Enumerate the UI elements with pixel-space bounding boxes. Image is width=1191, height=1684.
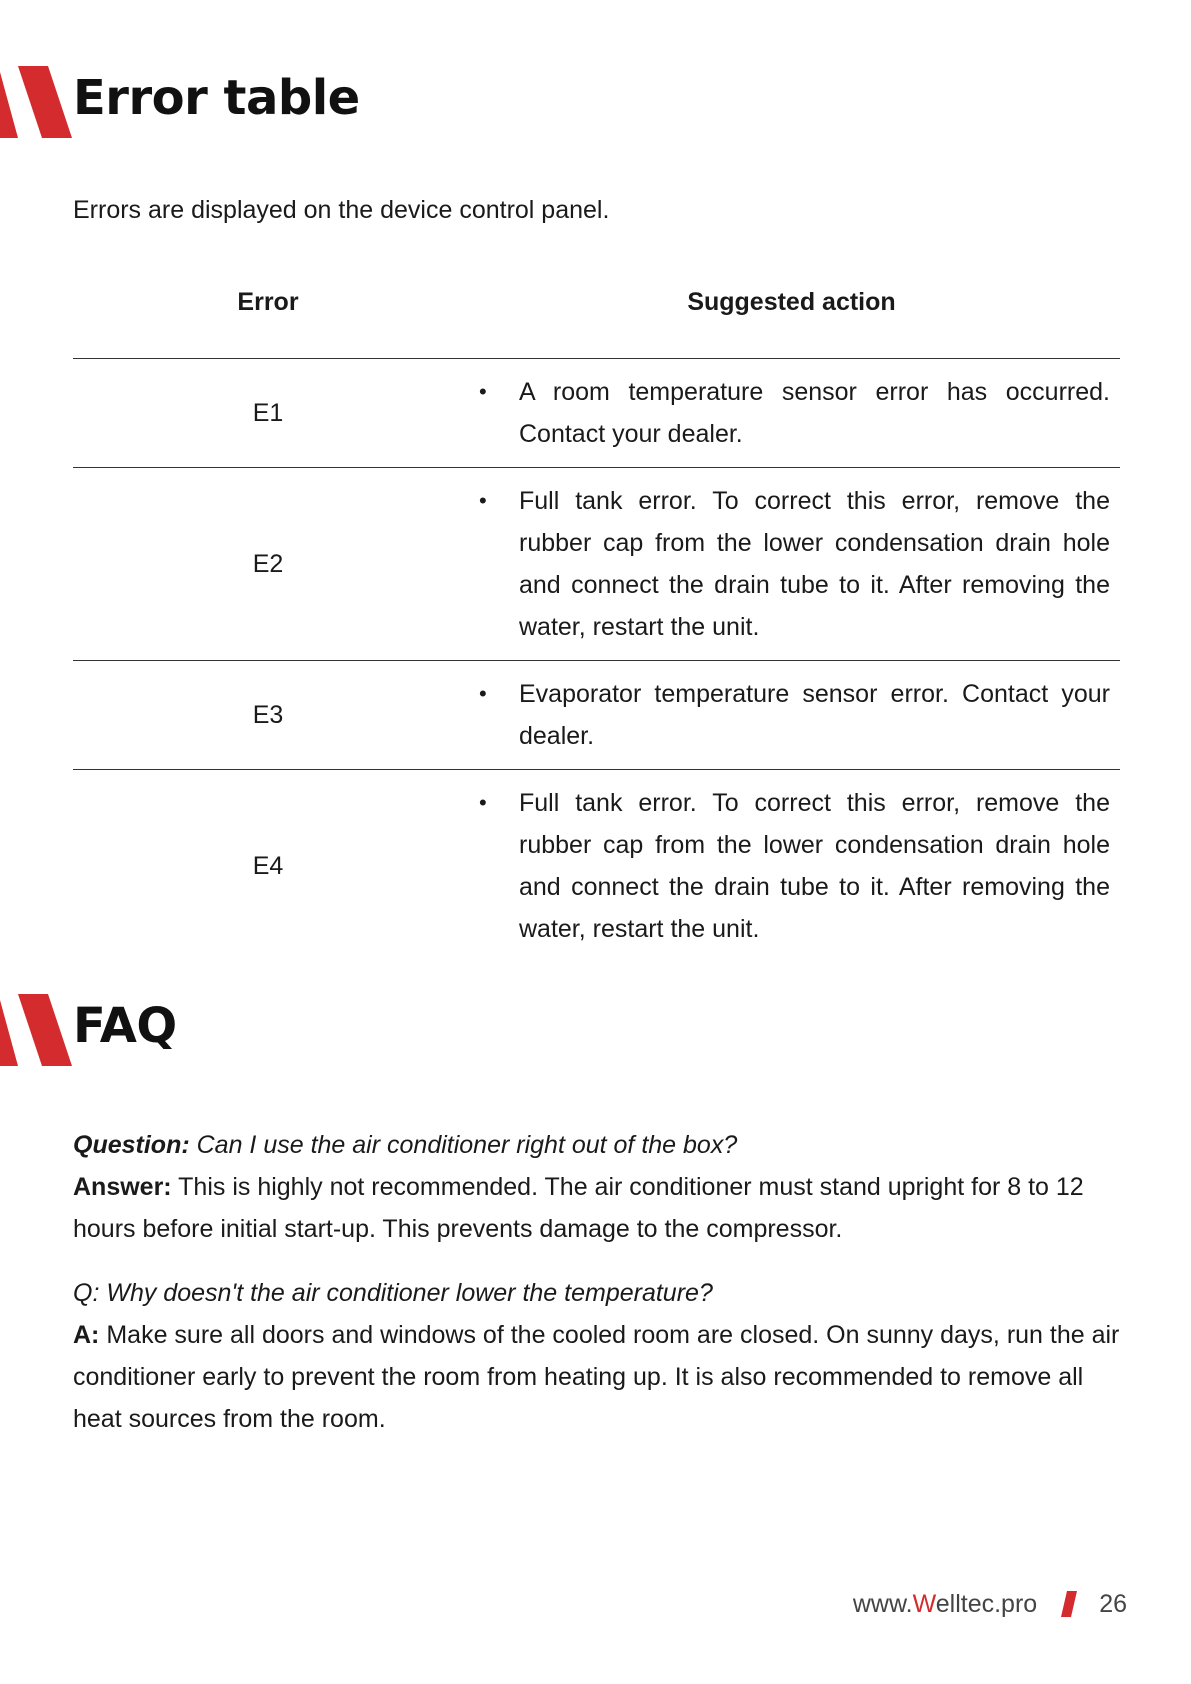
website-link[interactable]	[853, 1590, 1037, 1619]
faq-heading	[0, 994, 700, 1074]
error-action-text: Evaporator temperature sensor error. Contact your dealer.	[519, 680, 1110, 750]
column-header-action: Suggested action	[463, 262, 1120, 359]
error-action-cell	[463, 359, 1120, 468]
question-text: Can I use the air conditioner right out of the box?	[196, 1131, 738, 1159]
error-action-text: Full tank error. To correct this error, remove the rubber cap from the lower condensation drain hole and connect the drain tube to it. After removing the water, restart the unit.	[519, 789, 1110, 943]
error-intro-text: Errors are displayed on the device control panel.	[73, 196, 610, 224]
error-action-cell	[463, 770, 1120, 963]
faq-question	[73, 1272, 1131, 1314]
bullet-icon: •	[479, 488, 487, 513]
faq-item	[73, 1272, 1131, 1440]
section-accent-icon	[0, 994, 72, 1066]
answer-label: A:	[73, 1321, 100, 1349]
error-table-heading	[0, 66, 700, 146]
table-row	[73, 661, 1120, 770]
slash-accent-icon	[1061, 1591, 1077, 1617]
faq-item	[73, 1124, 1131, 1250]
faq-answer	[73, 1314, 1131, 1440]
section-accent-icon	[0, 66, 72, 138]
question-text: Why doesn't the air conditioner lower the temperature?	[106, 1279, 713, 1307]
faq-question	[73, 1124, 1131, 1166]
answer-text: Make sure all doors and windows of the cooled room are closed. On sunny days, run the air conditioner early to prevent the room from heating up. It is also recommended to remove all heat sources from the room.	[73, 1321, 1120, 1433]
question-label: Q:	[73, 1279, 100, 1307]
table-header-row	[73, 262, 1120, 359]
error-code: E1	[73, 359, 463, 468]
error-table	[73, 262, 1120, 962]
answer-text: This is highly not recommended. The air conditioner must stand upright for 8 to 12 hours before initial start-up. This prevents damage to the compressor.	[73, 1173, 1084, 1243]
question-label: Question:	[73, 1131, 190, 1159]
error-table-title: Error table	[73, 70, 360, 126]
error-action-text: Full tank error. To correct this error, remove the rubber cap from the lower condensation drain hole and connect the drain tube to it. After removing the water, restart the unit.	[519, 487, 1110, 641]
error-action-text: A room temperature sensor error has occurred. Contact your dealer.	[519, 378, 1110, 448]
bullet-icon: •	[479, 379, 487, 404]
error-code: E2	[73, 468, 463, 661]
table-row	[73, 468, 1120, 661]
error-code: E3	[73, 661, 463, 770]
table-row	[73, 770, 1120, 963]
faq-title: FAQ	[73, 998, 177, 1054]
column-header-error: Error	[73, 262, 463, 359]
url-rest: elltec.pro	[935, 1589, 1038, 1618]
error-action-cell	[463, 661, 1120, 770]
page-number: 26	[1099, 1589, 1127, 1618]
url-prefix: www.	[852, 1589, 913, 1618]
bullet-icon: •	[479, 681, 487, 706]
table-row	[73, 359, 1120, 468]
bullet-icon: •	[479, 790, 487, 815]
faq-answer	[73, 1166, 1131, 1250]
page-footer	[853, 1584, 1127, 1624]
error-action-cell	[463, 468, 1120, 661]
answer-label: Answer:	[73, 1173, 172, 1201]
error-code: E4	[252, 851, 284, 880]
url-brand-letter: W	[912, 1589, 936, 1618]
